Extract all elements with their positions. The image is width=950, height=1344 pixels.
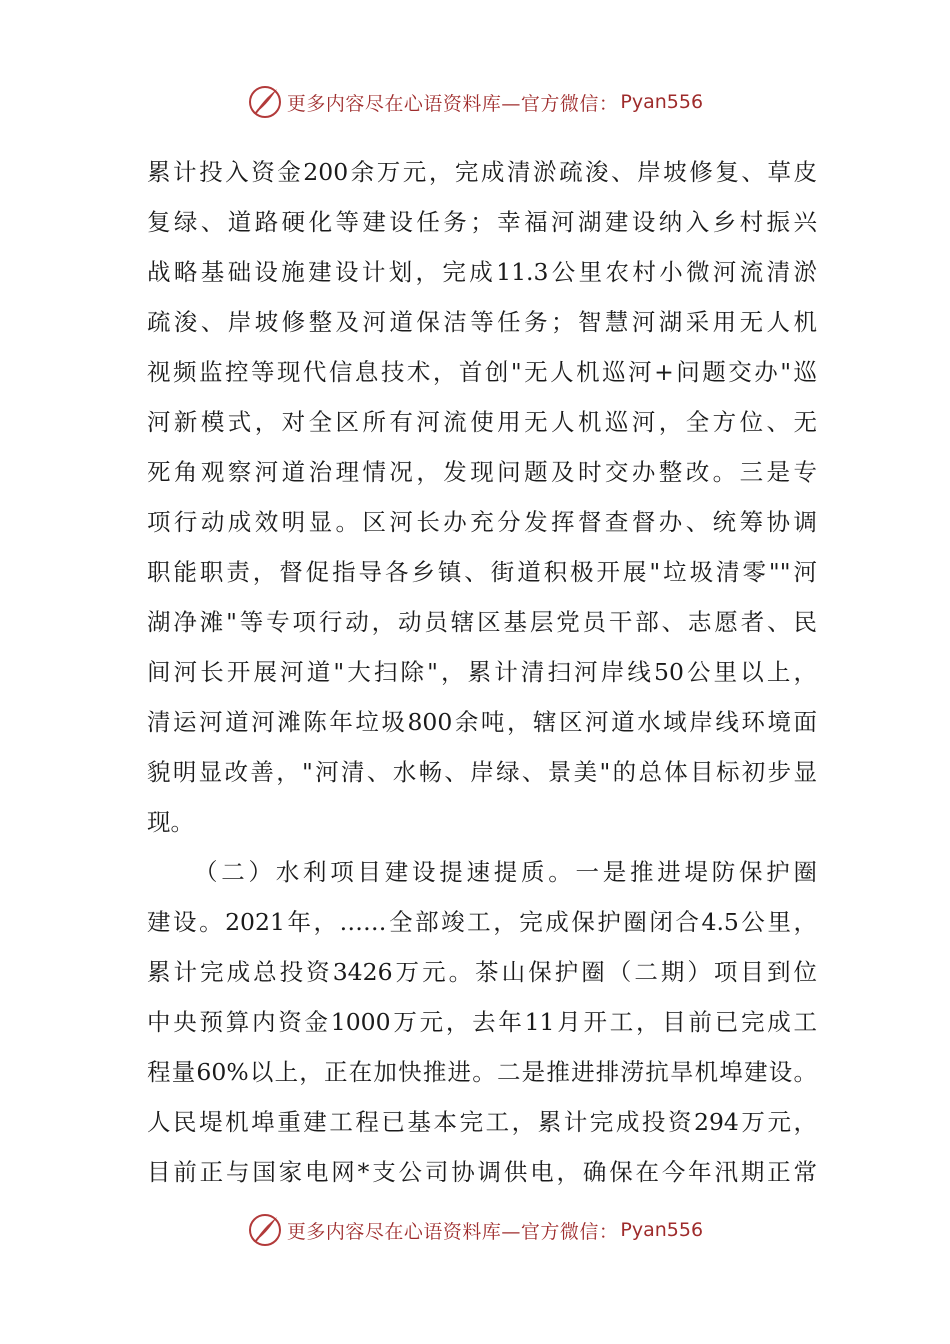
text-line: 河新模式，对全区所有河流使用无人机巡河，全方位、无: [147, 408, 817, 436]
banner-text: 更多内容尽在心语资料库—官方微信：: [286, 92, 619, 115]
text-line: 湖净滩"等专项行动，动员辖区基层党员干部、志愿者、民: [147, 608, 817, 636]
wechat-id: Pyan556: [620, 1219, 704, 1241]
text-line: 视频监控等现代信息技术，首创"无人机巡河+问题交办"巡: [147, 358, 817, 386]
text-line: 中央预算内资金1000万元，去年11月开工，目前已完成工: [147, 1008, 817, 1036]
footer-banner: [0, 1210, 950, 1250]
text-line: 项行动成效明显。区河长办充分发挥督查督办、统筹协调: [147, 508, 817, 536]
banner-text: 更多内容尽在心语资料库—官方微信：: [286, 1220, 619, 1243]
text-line: 疏浚、岸坡修整及河道保洁等任务；智慧河湖采用无人机: [147, 308, 817, 336]
text-line: 死角观察河道治理情况，发现问题及时交办整改。三是专: [147, 458, 817, 486]
text-line: 复绿、道路硬化等建设任务；幸福河湖建设纳入乡村振兴: [147, 208, 817, 236]
text-line: 战略基础设施建设计划，完成11.3公里农村小微河流清淤: [147, 258, 817, 286]
section-heading-line: （二）水利项目建设提速提质。一是推进堤防保护圈: [194, 858, 817, 886]
text-line: 貌明显改善，"河清、水畅、岸绿、景美"的总体目标初步显: [147, 758, 817, 786]
document-body: [147, 147, 817, 1197]
text-line: 建设。2021年，……全部竣工，完成保护圈闭合4.5公里，: [147, 908, 817, 936]
text-line: 累计完成总投资3426万元。茶山保护圈（二期）项目到位: [147, 958, 817, 986]
text-line: 清运河道河滩陈年垃圾800余吨，辖区河道水域岸线环境面: [147, 708, 817, 736]
text-line: 职能职责，督促指导各乡镇、街道积极开展"垃圾清零""河: [147, 558, 817, 586]
text-line: 程量60%以上，正在加快推进。二是推进排涝抗旱机埠建设。: [147, 1058, 817, 1086]
text-line: 累计投入资金200余万元，完成清淤疏浚、岸坡修复、草皮: [147, 158, 817, 186]
wechat-id: Pyan556: [620, 91, 704, 113]
quill-logo-icon: [247, 1212, 283, 1248]
text-line: 人民堤机埠重建工程已基本完工，累计完成投资294万元，: [147, 1108, 817, 1136]
text-line: 间河长开展河道"大扫除"，累计清扫河岸线50公里以上，: [147, 658, 817, 686]
header-banner: [0, 82, 950, 122]
quill-logo-icon: [247, 84, 283, 120]
text-line: 目前正与国家电网*支公司协调供电，确保在今年汛期正常: [147, 1158, 817, 1186]
text-line: 现。: [147, 808, 194, 836]
